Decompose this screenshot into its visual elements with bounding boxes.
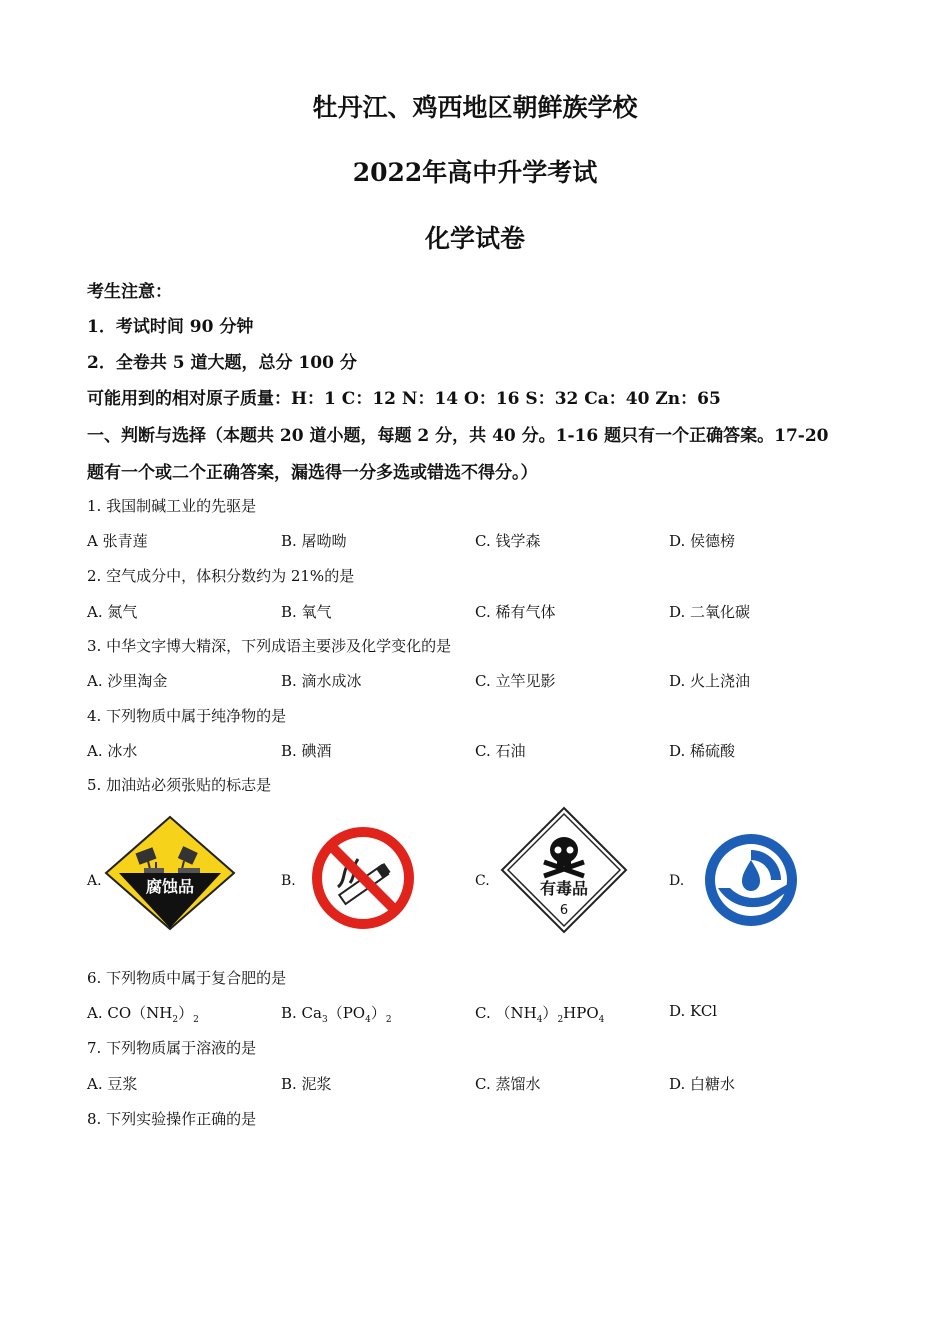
option-b: B.: [281, 873, 296, 889]
option-c: C. 蒸馏水: [475, 1075, 541, 1093]
exam-year-title: 2022年高中升学考试: [352, 158, 598, 187]
exam-school-title: 牡丹江、鸡西地区朝鲜族学校: [312, 93, 638, 122]
atomic-mass-line: 可能用到的相对原子质量：H：1 C：12 N：14 O：16 S：32 Ca：40 Zn：65: [87, 389, 721, 409]
question-stem: 6. 下列物质中属于复合肥的是: [87, 969, 287, 987]
option-d: D. KCl: [669, 1002, 718, 1020]
question-stem: 8. 下列实验操作正确的是: [87, 1110, 257, 1128]
option-d: D. 二氧化碳: [669, 603, 751, 621]
no-smoking-sign-icon: [310, 825, 416, 931]
question-stem: 2. 空气成分中，体积分数约为 21%的是: [87, 567, 355, 585]
option-a: A. 沙里淘金: [87, 672, 168, 690]
option-a: A.: [87, 873, 102, 889]
question-stem: 5. 加油站必须张贴的标志是: [87, 776, 272, 794]
question-stem: 7. 下列物质属于溶液的是: [87, 1039, 257, 1057]
option-b: B. 泥浆: [281, 1075, 332, 1093]
option-d: D. 侯德榜: [669, 532, 736, 550]
option-a: A. $CO(NH_2)_2$: [87, 1004, 199, 1025]
water-saving-sign-icon: [700, 830, 803, 930]
option-c: C. 立竿见影: [475, 672, 556, 690]
option-a: A. 豆浆: [87, 1075, 138, 1093]
option-c: C. $(NH_4)_2HPO_4$: [475, 1004, 605, 1025]
notice-item-time: 1．考试时间 90 分钟: [87, 317, 254, 337]
toxic-label: 有毒品: [539, 879, 589, 898]
option-b: B. 滴水成冰: [281, 672, 362, 690]
option-a: A 张青莲: [87, 532, 148, 550]
option-c: C. 钱学森: [475, 532, 541, 550]
option-d: D.: [669, 873, 685, 889]
question-stem: 4. 下列物质中属于纯净物的是: [87, 707, 287, 725]
corrosive-label: 腐蚀品: [145, 877, 195, 896]
option-a: A. 冰水: [87, 742, 138, 760]
option-c: C.: [475, 873, 490, 889]
option-a: A. 氮气: [87, 603, 138, 621]
option-d: D. 火上浇油: [669, 672, 751, 690]
notice-heading: 考生注意：: [87, 282, 172, 302]
option-b: B. 氧气: [281, 603, 332, 621]
notice-item-total: 2．全卷共 5 道大题，总分 100 分: [87, 353, 357, 373]
section-heading-line1: 一、判断与选择（本题共 20 道小题，每题 2 分，共 40 分。1-16 题只有一个正确答案。17-20: [87, 426, 829, 446]
question-stem: 1. 我国制碱工业的先驱是: [87, 497, 257, 515]
exam-subject-title: 化学试卷: [424, 224, 525, 253]
toxic-sign-icon: [500, 806, 628, 934]
section-heading-line2: 题有一个或二个正确答案，漏选得一分多选或错选不得分。）: [87, 463, 538, 483]
option-c: C. 石油: [475, 742, 526, 760]
option-b: B. 碘酒: [281, 742, 332, 760]
corrosive-sign-icon: [104, 815, 236, 931]
option-d: D. 稀硫酸: [669, 742, 736, 760]
option-c: C. 稀有气体: [475, 603, 556, 621]
option-b: B. $Ca_3(PO_4)_2$: [281, 1004, 392, 1025]
toxic-class-number: 6: [559, 903, 569, 918]
option-b: B. 屠呦呦: [281, 532, 347, 550]
option-d: D. 白糖水: [669, 1075, 736, 1093]
question-stem: 3. 中华文字博大精深，下列成语主要涉及化学变化的是: [87, 637, 452, 655]
